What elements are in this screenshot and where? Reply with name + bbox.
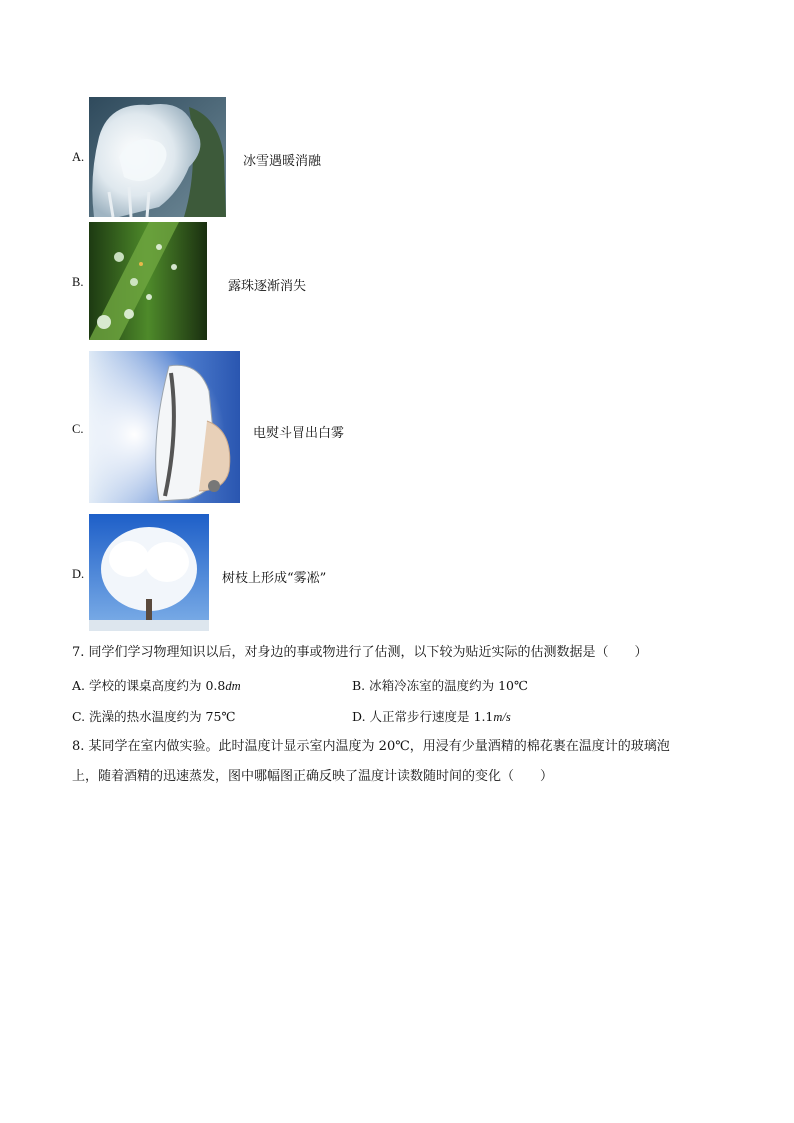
question-7-choice-d [352,707,511,725]
melting-ice-image [89,97,226,217]
question-8-line-2: 上，随着酒精的迅速蒸发，图中哪幅图正确反映了温度计读数随时间的变化（ ） [72,769,554,784]
question-7-choice-c: C. 洗澡的热水温度约为 75℃ [72,709,236,724]
choice-a-unit: dm [225,679,241,693]
steam-iron-image [89,351,240,503]
question-7-choice-b: B. 冰箱冷冻室的温度约为 10℃ [352,678,528,693]
option-a-letter: A. [72,150,85,164]
option-d-caption: 树枝上形成“雾凇” [222,571,327,586]
question-8-line-1: 8. 某同学在室内做实验。此时温度计显示室内温度为 20℃，用浸有少量酒精的棉花裹在温度计的玻璃泡 [72,739,670,754]
option-c-letter: C. [72,422,84,436]
dew-drops-image [89,222,207,340]
choice-d-text: D. 人正常步行速度是 1.1 [352,709,494,724]
question-7-stem: 7. 同学们学习物理知识以后，对身边的事或物进行了估测，以下较为贴近实际的估测数据是（ ） [72,645,648,660]
rime-tree-image [89,514,209,631]
choice-a-text: A. 学校的课桌高度约为 0.8 [72,678,226,693]
option-a-caption: 冰雪遇暖消融 [243,154,322,169]
choice-d-unit: m/s [493,710,511,724]
option-b-letter: B. [72,275,84,289]
option-d-letter: D. [72,567,85,581]
option-b-caption: 露珠逐渐消失 [228,279,307,294]
question-7-choice-a [72,676,241,694]
option-c-caption: 电熨斗冒出白雾 [253,426,345,441]
